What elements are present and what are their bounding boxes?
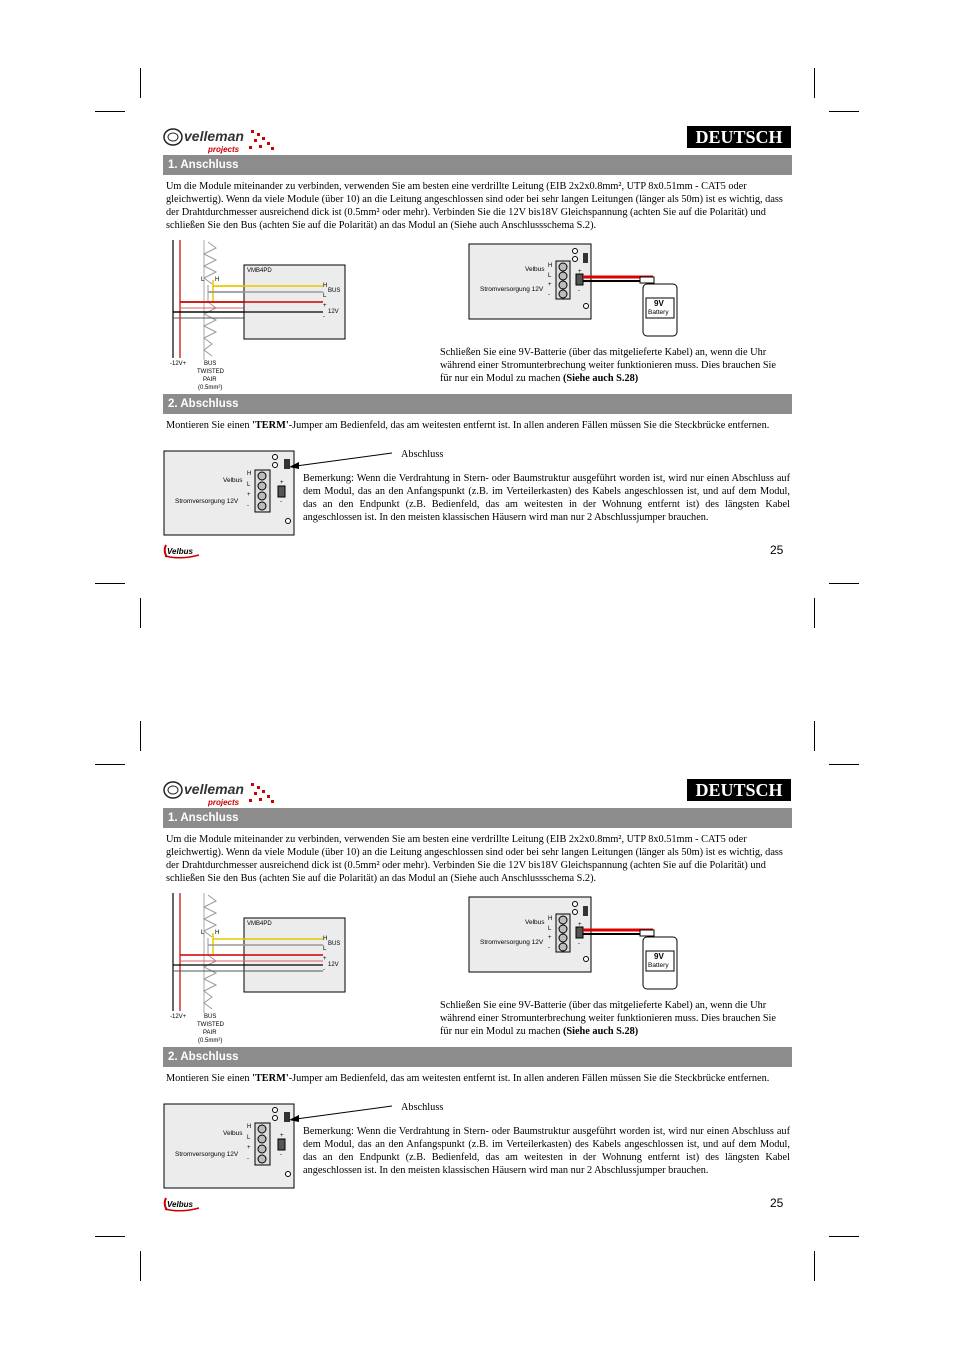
svg-text:velleman: velleman — [184, 781, 244, 797]
pin-label: H — [247, 1124, 252, 1130]
velbus-label: Velbus — [525, 266, 545, 273]
battery-diagram — [468, 896, 684, 992]
termination-paragraph: Montieren Sie einen 'TERM'-Jumper am Bedienfeld, das am weitesten entfernt ist. In allen anderen Fällen müssen Sie die Steckbrücke entfernen. — [166, 420, 770, 431]
pin-label: L — [323, 946, 327, 952]
svg-text:Velbus: Velbus — [167, 547, 193, 556]
remark-paragraph: Bemerkung: Wenn die Verdrahtung in Stern- oder Baumstruktur ausgeführt worden ist, wird nur einen Abschluss auf dem Modul, das an den Anfangspunkt (z.B. im Verteilerkasten) des Kabels angeschlossen ist, und auf dem Modul, das an den Endpunkt (z.B. Bedienfeld, das am weitesten in der Wohnung entfernt ist) des längsten Kabel angeschlossen ist. In den meisten klassischen Häusern wird man nur 2 Abschlussjumper brauchen. — [303, 473, 790, 523]
voltage-label: 12V — [328, 309, 339, 315]
section-title: 2. Abschluss — [163, 394, 792, 414]
supply-label: -12V+ — [170, 361, 187, 367]
voltage-label: 12V — [328, 962, 339, 968]
wire-label: L — [201, 277, 205, 283]
battery-paragraph: Schließen Sie eine 9V-Batterie (über das mitgelieferte Kabel) an, wenn die Uhr während einer Stromunterbrechung weiter funktionieren muss. Dies brauchen Sie für nur ein Modul zu machen (Siehe auch S.28) — [440, 1000, 776, 1037]
supply-label: Stromversorgung 12V — [480, 286, 544, 293]
pin-label: - — [548, 292, 550, 298]
battery-word: Battery — [648, 309, 669, 316]
page-number: 25 — [770, 1196, 784, 1210]
svg-text:Velbus: Velbus — [167, 1200, 193, 1209]
pin-label: - — [323, 967, 325, 973]
bus-caption: (0.5mm²) — [198, 1038, 223, 1044]
section-title: 2. Abschluss — [163, 1047, 792, 1067]
bus-caption: TWISTED — [197, 369, 224, 375]
pin-label: L — [247, 1135, 251, 1141]
plug-label: + — [578, 269, 582, 275]
pin-label: H — [323, 936, 328, 942]
battery-paragraph: Schließen Sie eine 9V-Batterie (über das mitgelieferte Kabel) an, wenn die Uhr während einer Stromunterbrechung weiter funktionieren muss. Dies brauchen Sie für nur ein Modul zu machen (Siehe auch S.28) — [440, 347, 776, 384]
bus-caption: (0.5mm²) — [198, 385, 223, 391]
velbus-label: Velbus — [223, 477, 243, 484]
battery-voltage: 9V — [654, 299, 664, 308]
remark-paragraph: Bemerkung: Wenn die Verdrahtung in Stern- oder Baumstruktur ausgeführt worden ist, wird nur einen Abschluss auf dem Modul, das an den Anfangspunkt (z.B. im Verteilerkasten) des Kabels angeschlossen ist, und auf dem Modul, das an den Endpunkt (z.B. Bedienfeld, das am weitesten in der Wohnung entfernt ist) des längsten Kabel angeschlossen ist. In den meisten klassischen Häusern wird man nur 2 Abschlussjumper brauchen. — [303, 1126, 790, 1176]
pin-label: - — [247, 1156, 249, 1162]
section-title: 1. Anschluss — [163, 808, 792, 828]
pin-label: H — [247, 471, 252, 477]
bus-caption: PAIR — [203, 377, 217, 383]
pin-label: - — [247, 503, 249, 509]
bus-caption: TWISTED — [197, 1022, 224, 1028]
pin-label: L — [323, 293, 327, 299]
callout-label: Abschluss — [401, 449, 444, 460]
battery-word: Battery — [648, 962, 669, 969]
pin-label: + — [548, 935, 552, 941]
bus-caption: BUS — [204, 1014, 217, 1020]
supply-label: Stromversorgung 12V — [480, 939, 544, 946]
velbus-footer-logo — [163, 1196, 203, 1212]
battery-voltage: 9V — [654, 952, 664, 961]
supply-label: -12V+ — [170, 1014, 187, 1020]
velleman-projects-logo — [163, 126, 278, 156]
connection-paragraph: Um die Module miteinander zu verbinden, verwenden Sie am besten eine verdrillte Leitung (EIB 2x2x0.8mm², UTP 8x0.51mm - CAT5 oder gleichwertig). Wenn da viele Module (über 10) an die Leitung angeschlossen sind oder bei sehr langen Leitungen (länger als 50m) ist es wichtig, dass der Drahtdurchmesser ausreichend dick ist (0.5mm² oder mehr). Verbinden Sie die 12V bis18V Gleichspannung (achten Sie auf die Polarität) und schließen Sie den Bus (achten Sie auf die Polarität) an das Modul an (Siehe auch Anschlussschema S.2). — [166, 834, 783, 884]
supply-label: Stromversorgung 12V — [175, 1151, 239, 1158]
wiring-diagram — [168, 240, 350, 392]
page-number: 25 — [770, 543, 784, 557]
pin-label: + — [548, 282, 552, 288]
termination-paragraph: Montieren Sie einen 'TERM'-Jumper am Bedienfeld, das am weitesten entfernt ist. In allen anderen Fällen müssen Sie die Steckbrücke entfernen. — [166, 1073, 770, 1084]
module-label: VMB4PD — [247, 268, 272, 274]
wire-label: H — [215, 930, 220, 936]
plug-label: - — [578, 288, 580, 294]
pin-label: - — [548, 945, 550, 951]
section-title: 1. Anschluss — [163, 155, 792, 175]
pin-label: L — [548, 273, 552, 279]
pin-label: - — [323, 314, 325, 320]
pin-label: + — [323, 303, 327, 309]
wire-label: H — [215, 277, 220, 283]
pin-label: H — [548, 916, 553, 922]
velbus-label: Velbus — [223, 1130, 243, 1137]
module-label: VMB4PD — [247, 921, 272, 927]
velleman-projects-logo — [163, 779, 278, 809]
wire-label: L — [201, 930, 205, 936]
battery-diagram — [468, 243, 684, 339]
language-badge: DEUTSCH — [687, 779, 791, 801]
bus-label: BUS — [328, 288, 341, 294]
svg-text:projects: projects — [208, 798, 240, 807]
callout-label: Abschluss — [401, 1102, 444, 1113]
plug-label: + — [578, 922, 582, 928]
velbus-footer-logo — [163, 543, 203, 559]
bus-caption: PAIR — [203, 1030, 217, 1036]
jumper-label: - — [280, 1152, 282, 1158]
jumper-label: + — [280, 1133, 284, 1139]
pin-label: H — [548, 263, 553, 269]
jumper-label: + — [280, 480, 284, 486]
svg-text:projects: projects — [208, 145, 240, 154]
connection-paragraph: Um die Module miteinander zu verbinden, verwenden Sie am besten eine verdrillte Leitung (EIB 2x2x0.8mm², UTP 8x0.51mm - CAT5 oder gleichwertig). Wenn da viele Module (über 10) an die Leitung angeschlossen sind oder bei sehr langen Leitungen (länger als 50m) ist es wichtig, dass der Drahtdurchmesser ausreichend dick ist (0.5mm² oder mehr). Verbinden Sie die 12V bis18V Gleichspannung (achten Sie auf die Polarität) und schließen Sie den Bus (achten Sie auf die Polarität) an das Modul an (Siehe auch Anschlussschema S.2). — [166, 181, 783, 231]
pin-label: + — [247, 1145, 251, 1151]
bus-caption: BUS — [204, 361, 217, 367]
bus-label: BUS — [328, 941, 341, 947]
plug-label: - — [578, 941, 580, 947]
language-badge: DEUTSCH — [687, 126, 791, 148]
pin-label: L — [247, 482, 251, 488]
pin-label: H — [323, 283, 328, 289]
manual-page — [0, 653, 954, 1306]
jumper-label: - — [280, 499, 282, 505]
pin-label: + — [323, 956, 327, 962]
velbus-label: Velbus — [525, 919, 545, 926]
pin-label: L — [548, 926, 552, 932]
wiring-diagram — [168, 893, 350, 1045]
svg-text:velleman: velleman — [184, 128, 244, 144]
pin-label: + — [247, 492, 251, 498]
supply-label: Stromversorgung 12V — [175, 498, 239, 505]
manual-page — [0, 0, 954, 653]
